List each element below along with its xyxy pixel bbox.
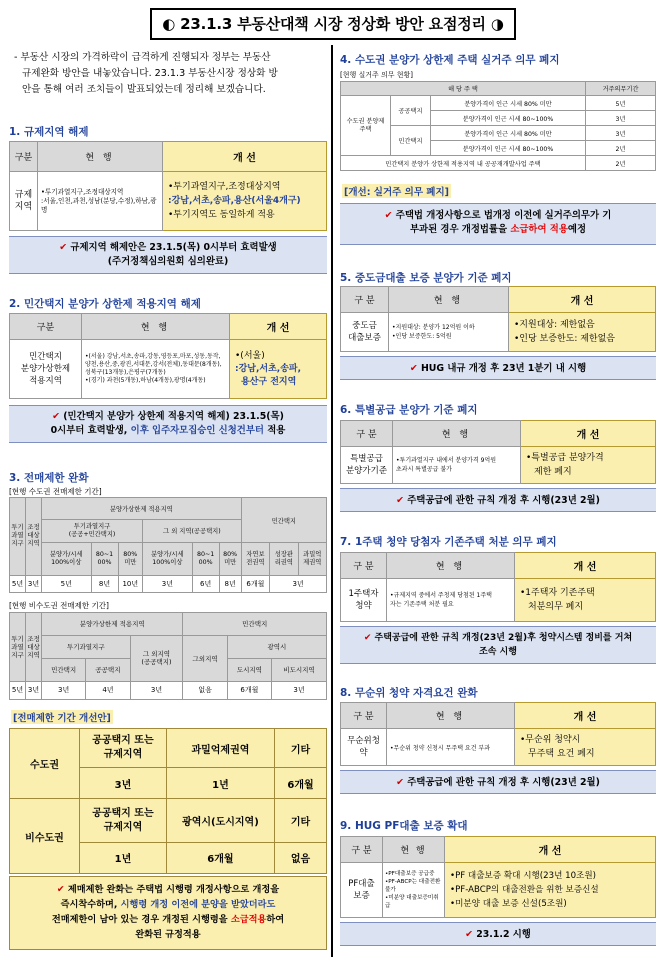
intro-text [14, 50, 324, 98]
table-cell: 3년 [42, 681, 86, 699]
note-line: 23.1.2 시행 [476, 929, 531, 940]
current-text: •지원대상: 분양가 12억원 이하 •인당 보증한도: 5억원 [389, 313, 509, 352]
table-cell: 과밀억제권역 [166, 729, 274, 768]
section-8-table [340, 702, 656, 766]
section-2-table [9, 313, 327, 399]
table-cell: 광역시(도시지역) [166, 799, 274, 843]
improve-text [515, 729, 656, 766]
section-1-note [9, 236, 327, 274]
section-5-title: 5. 중도금대출 보증 분양가 기준 폐지 [340, 272, 512, 284]
current-text: •규제지역 중에서 주청제 당첨된 1주택 자는 기존주택 처분 필요 [387, 579, 515, 622]
header-cell: 조정 대상 지역 [26, 613, 42, 682]
improve-text [230, 340, 327, 399]
row-label: 무순위청 약 [341, 729, 387, 766]
table-cell: 3년 [26, 575, 42, 592]
current-text: •투기과열지구,조정대상지역 :서울,인천,과천,성남(분당,수정),하남,광명 [38, 172, 163, 231]
row-label: 중도금 대출보증 [341, 313, 389, 352]
note-part: 시행령 개정 이전에 분양을 받았더라도 [120, 899, 276, 910]
header-gubun: 구 분 [341, 421, 393, 447]
header-cell: 투기 과열 지구 [10, 613, 26, 682]
section-2-title: 2. 민간택지 분양가 상한제 적용지역 해제 [9, 298, 201, 310]
improve-line: •지원대상: 제한없음 [514, 320, 595, 330]
header-current: 현 행 [387, 553, 515, 579]
section-1-table [9, 141, 327, 231]
section-7-note [340, 626, 656, 664]
note-line: (주거정책심의원회 심의완료) [107, 256, 229, 267]
header-gubun: 구분 [10, 314, 82, 340]
improve-line: •1주택자 기존주택 [520, 588, 595, 598]
table-cell: 5년 [42, 575, 92, 592]
residency-table [340, 81, 656, 171]
current-text: •PF대출보증 공급중 •PF-ABCP는 대출전환불가 •미분양 대출보증미취급 [383, 863, 445, 918]
header-cell: 자연보 전권역 [241, 543, 269, 575]
row-label: 규제 지역 [10, 172, 38, 231]
current-text: •(서울) 강남,서초,송파,강동,영등포,마포,성동,동작,양천,용산,중,광진,서대문,강서(전체),동대문(8개동),성북구(13개동),은평구(7개동) •(경기) 과천(5개동),하남(4개동),광명(4개동) [82, 340, 230, 399]
improve-text [521, 447, 656, 484]
section-4-note [340, 203, 656, 245]
header-cell: 조정 대상 지역 [26, 498, 42, 576]
header-cell: 80% 미만 [118, 543, 143, 575]
header-current: 현 행 [387, 703, 515, 729]
row-label: PF대출 보증 [341, 863, 383, 918]
header-cell: 80~1 00% [192, 543, 219, 575]
section-8-title: 8. 무순위 청약 자격요건 완화 [340, 687, 478, 699]
improve-line: •인당 보증한도: 제한없음 [514, 334, 616, 344]
table-cell: 6년 [192, 575, 219, 592]
header-cell: 분양가상한제 적용지역 [42, 498, 242, 520]
table-cell: 5년 [10, 575, 26, 592]
section-5-table [340, 286, 656, 352]
section-7-table [340, 552, 656, 622]
note-line: 완화된 규정적용 [135, 929, 201, 940]
header-gubun: 구 분 [341, 553, 387, 579]
table-cell: 분양가격이 인근 시세 80% 미만 [431, 126, 586, 141]
table-cell: 3년 [26, 681, 42, 699]
improve-line: •투기지역도 동일하게 적용 [168, 210, 275, 220]
table-cell: 8년 [91, 575, 118, 592]
header-current: 현 행 [393, 421, 521, 447]
note-line: 조속 시행 [479, 647, 517, 657]
table-cell: 3년 [270, 575, 327, 592]
note-line: 주택법 개정사항으로 법개정 이전에 실거주의무가 기 [395, 210, 612, 221]
intro-line: 규제완화 방안을 내놓았습니다. 23.1.3 부동산시장 정상화 방 [22, 68, 278, 79]
section-9-table [340, 836, 656, 918]
improve-line: :강남,서초,송파,용산(서울4개구) [168, 196, 301, 206]
header-cell: 공공택지 [86, 658, 130, 681]
table-cell: 4년 [86, 681, 130, 699]
section-4-title: 4. 수도권 분양가 상한제 주택 실거주 의무 폐지 [340, 54, 560, 66]
improve-line: 제한 폐지 [534, 467, 572, 477]
improve-line: •(서울) [235, 350, 265, 361]
column-divider [331, 45, 333, 957]
improve-line: 처분의무 폐지 [528, 602, 584, 612]
table-cell: 3년 [586, 111, 656, 126]
improve-line: :강남,서초,송파, [235, 363, 302, 374]
header-cell: 분양가/시세 100%이상 [143, 543, 193, 575]
improve-line: •PF 대출보증 확대 시행(23년 10조원) [450, 871, 597, 881]
note-line: 주택공급에 관한 규칙 개정 후 시행(23년 2월) [407, 777, 600, 788]
check-icon: ✔ [363, 633, 372, 643]
header-cell: 그외지역 [183, 635, 227, 681]
section-8-note [340, 770, 656, 794]
improve-line: 무주택 요건 폐지 [528, 749, 595, 759]
note-line: 주택공급에 관한 규칙 개정 후 시행(23년 2월) [407, 495, 600, 506]
section-2-note [9, 405, 327, 443]
row-label: 1주택자 청약 [341, 579, 387, 622]
header-cell: 분양가/시세 100%이상 [42, 543, 92, 575]
header-cell: 투기 과열 지구 [10, 498, 26, 576]
table-cell: 분양가격이 인근 시세 80% 미만 [431, 96, 586, 111]
table-cell: 분양가격이 인근 시세 80~100% [431, 111, 586, 126]
check-icon: ✔ [59, 242, 68, 253]
check-icon: ✔ [56, 884, 65, 895]
table-cell: 분양가격이 인근 시세 80~100% [431, 141, 586, 156]
improve-line: •무순위 청약시 [520, 735, 581, 745]
header-cell: 80% 미만 [219, 543, 241, 575]
header-current: 현 행 [383, 837, 445, 863]
header-cell: 민간택지 [42, 658, 86, 681]
note-part: 예정 [567, 224, 587, 235]
section-9-note [340, 922, 656, 946]
resale-metro-current-table [9, 497, 327, 593]
improve-caption: [전매제한 기간 개선안] [11, 710, 113, 724]
header-improve: 개 선 [515, 553, 656, 579]
current-text: •투기과열지구 내에서 분양가격 9억원 초과시 특별공급 불가 [393, 447, 521, 484]
header-cell: 광역시 [227, 635, 326, 658]
intro-line: 안을 통해 여러 조치들이 발표되었는데 정리해 보겠습니다. [22, 84, 266, 95]
region-cell: 수도권 [10, 729, 80, 799]
header-cell: 민간택지 [241, 498, 326, 543]
section-7-title: 7. 1주택 청약 당첨자 기존주택 처분 의무 폐지 [340, 536, 557, 548]
header-cell: 분양가상한제 적용지역 [42, 613, 183, 636]
resale-nonmetro-current-table [9, 612, 327, 700]
improve-text [509, 313, 656, 352]
note-line: 주택공급에 관한 규칙 개정(23년 2월)후 청약시스템 정비를 거쳐 [374, 633, 633, 643]
table-cell: 8년 [219, 575, 241, 592]
table-cell: 6개월 [241, 575, 269, 592]
check-icon: ✔ [52, 411, 60, 422]
check-icon: ✔ [396, 495, 404, 506]
header-cell: 해 당 주 택 [341, 82, 586, 96]
header-cell: 비도시지역 [272, 658, 327, 681]
improve-line: •투기과열지구,조정대상지역 [168, 182, 281, 192]
note-part: 소급하여 적용 [510, 224, 568, 235]
section-3-note [9, 876, 327, 950]
table-cell: 민간택지 분양가 상한제 적용지역 내 공공재개발사업 주택 [341, 156, 586, 171]
improve-line: 용산구 전지역 [241, 376, 297, 387]
section-1-title: 1. 규제지역 해제 [9, 126, 89, 138]
table-cell: 기타 [275, 729, 327, 768]
improve-text [445, 863, 656, 918]
note-part: 즉시착수하며, [60, 899, 118, 910]
check-icon: ✔ [396, 777, 404, 788]
note-line: 규제지역 해제안은 23.1.5(목) 0시부터 효력발생 [70, 242, 277, 253]
note-part: 0시부터 효력발생, [50, 425, 128, 436]
header-cell: 과밀억 제권역 [298, 543, 326, 575]
table-cell: 1년 [80, 842, 167, 873]
table-cell: 없음 [183, 681, 227, 699]
header-cell: 민간택지 [183, 613, 327, 636]
table-cell: 3년 [130, 681, 183, 699]
header-current: 현 행 [38, 142, 163, 172]
header-cell: 80~1 00% [91, 543, 118, 575]
header-gubun: 구 분 [341, 287, 389, 313]
section-6-note [340, 488, 656, 512]
header-gubun: 구 분 [341, 837, 383, 863]
table-cell: 1년 [166, 768, 274, 799]
table-cell: 6개월 [227, 681, 271, 699]
page-title: ◐ 23.1.3 부동산대책 시장 정상화 방안 요점정리 ◑ [150, 8, 516, 40]
check-icon: ✔ [384, 210, 393, 221]
note-part: 소급적용 [230, 914, 267, 925]
table-cell: 공공택지 또는 규제지역 [80, 729, 167, 768]
header-improve: 개 선 [445, 837, 656, 863]
note-part: 하여 [266, 914, 285, 925]
header-cell: 그 외지역 (공공택지) [130, 635, 183, 681]
improve-text [515, 579, 656, 622]
table-cell: 5년 [586, 96, 656, 111]
note-line: 제매제한 완화는 주택법 시행령 개정사항으로 개정을 [67, 884, 280, 895]
table-cell: 기타 [275, 799, 327, 843]
header-cell: 투기과열지구 (공공+민간택지) [42, 519, 143, 543]
table-cell: 수도권 분양제 주택 [341, 96, 391, 156]
region-cell: 비수도권 [10, 799, 80, 874]
table-cell: 없음 [275, 842, 327, 873]
note-part: 이후 입주자모집승인 신청건부터 [130, 425, 264, 436]
table-cell: 민간택지 [391, 126, 431, 156]
table-cell: 3년 [143, 575, 193, 592]
header-cell: 성장관 리권역 [270, 543, 298, 575]
header-improve: 개 선 [163, 142, 327, 172]
header-improve: 개 선 [521, 421, 656, 447]
check-icon: ✔ [409, 363, 418, 374]
improve-line: •PF-ABCP의 대출전환을 위한 보증신설 [450, 885, 599, 895]
header-cell: 그 외 지역(공공택지) [143, 519, 242, 543]
header-gubun: 구 분 [341, 703, 387, 729]
note-line: (민간택지 분양가 상한제 적용지역 해제) 23.1.5(목) [63, 411, 284, 422]
row-label: 특별공급 분양가기준 [341, 447, 393, 484]
header-current: 현 행 [389, 287, 509, 313]
current-text: •무순위 청약 신청시 무주택 요건 부과 [387, 729, 515, 766]
table-cell: 3년 [586, 126, 656, 141]
table-cell: 3년 [272, 681, 327, 699]
improve-caption: [개선: 실거주 의무 폐지] [342, 184, 451, 198]
note-line: HUG 내규 개정 후 23년 1분기 내 시행 [420, 363, 587, 374]
improve-line: •특별공급 분양가격 [526, 453, 604, 463]
header-cell: 투기과열지구 [42, 635, 131, 658]
table-cell: 3년 [80, 768, 167, 799]
table-cell: 2년 [586, 156, 656, 171]
table-caption: [현행 실거주 의무 현황] [340, 71, 413, 79]
header-improve: 개 선 [509, 287, 656, 313]
row-label: 민간택지 분양가상한제 적용지역 [10, 340, 82, 399]
section-6-title: 6. 특별공급 분양가 기준 폐지 [340, 404, 478, 416]
header-current: 현 행 [82, 314, 230, 340]
table-cell: 공공택지 [391, 96, 431, 126]
improve-text [163, 172, 327, 231]
table-cell: 10년 [118, 575, 143, 592]
section-5-note [340, 356, 656, 380]
header-cell: 도시지역 [227, 658, 271, 681]
header-cell: 거주의무기간 [586, 82, 656, 96]
intro-line: - 부동산 시장의 가격하락이 급격하게 진행되자 정부는 부동산 [14, 52, 271, 63]
table-cell: 2년 [586, 141, 656, 156]
table-cell: 5년 [10, 681, 26, 699]
resale-improve-table [9, 728, 327, 874]
header-gubun: 구분 [10, 142, 38, 172]
table-cell: 공공택지 또는 규제지역 [80, 799, 167, 843]
header-improve: 개 선 [515, 703, 656, 729]
section-3-title: 3. 전매제한 완화 [9, 472, 89, 484]
header-improve: 개 선 [230, 314, 327, 340]
table-caption: [현행 비수도권 전매제한 기간] [9, 601, 109, 610]
table-cell: 6개월 [166, 842, 274, 873]
note-part: 전매제한이 남아 있는 경우 개정된 시행령을 [51, 914, 228, 925]
section-6-table [340, 420, 656, 484]
check-icon: ✔ [465, 929, 473, 940]
section-9-title: 9. HUG PF대출 보증 확대 [340, 820, 468, 832]
improve-line: •미분양 대출 보증 신설(5조원) [450, 899, 567, 909]
note-part: 부과된 경우 개정법률을 [409, 224, 508, 235]
table-cell: 6개월 [275, 768, 327, 799]
note-part: 적용 [267, 425, 286, 436]
table-caption: [현행 수도권 전매제한 기간] [9, 487, 102, 496]
